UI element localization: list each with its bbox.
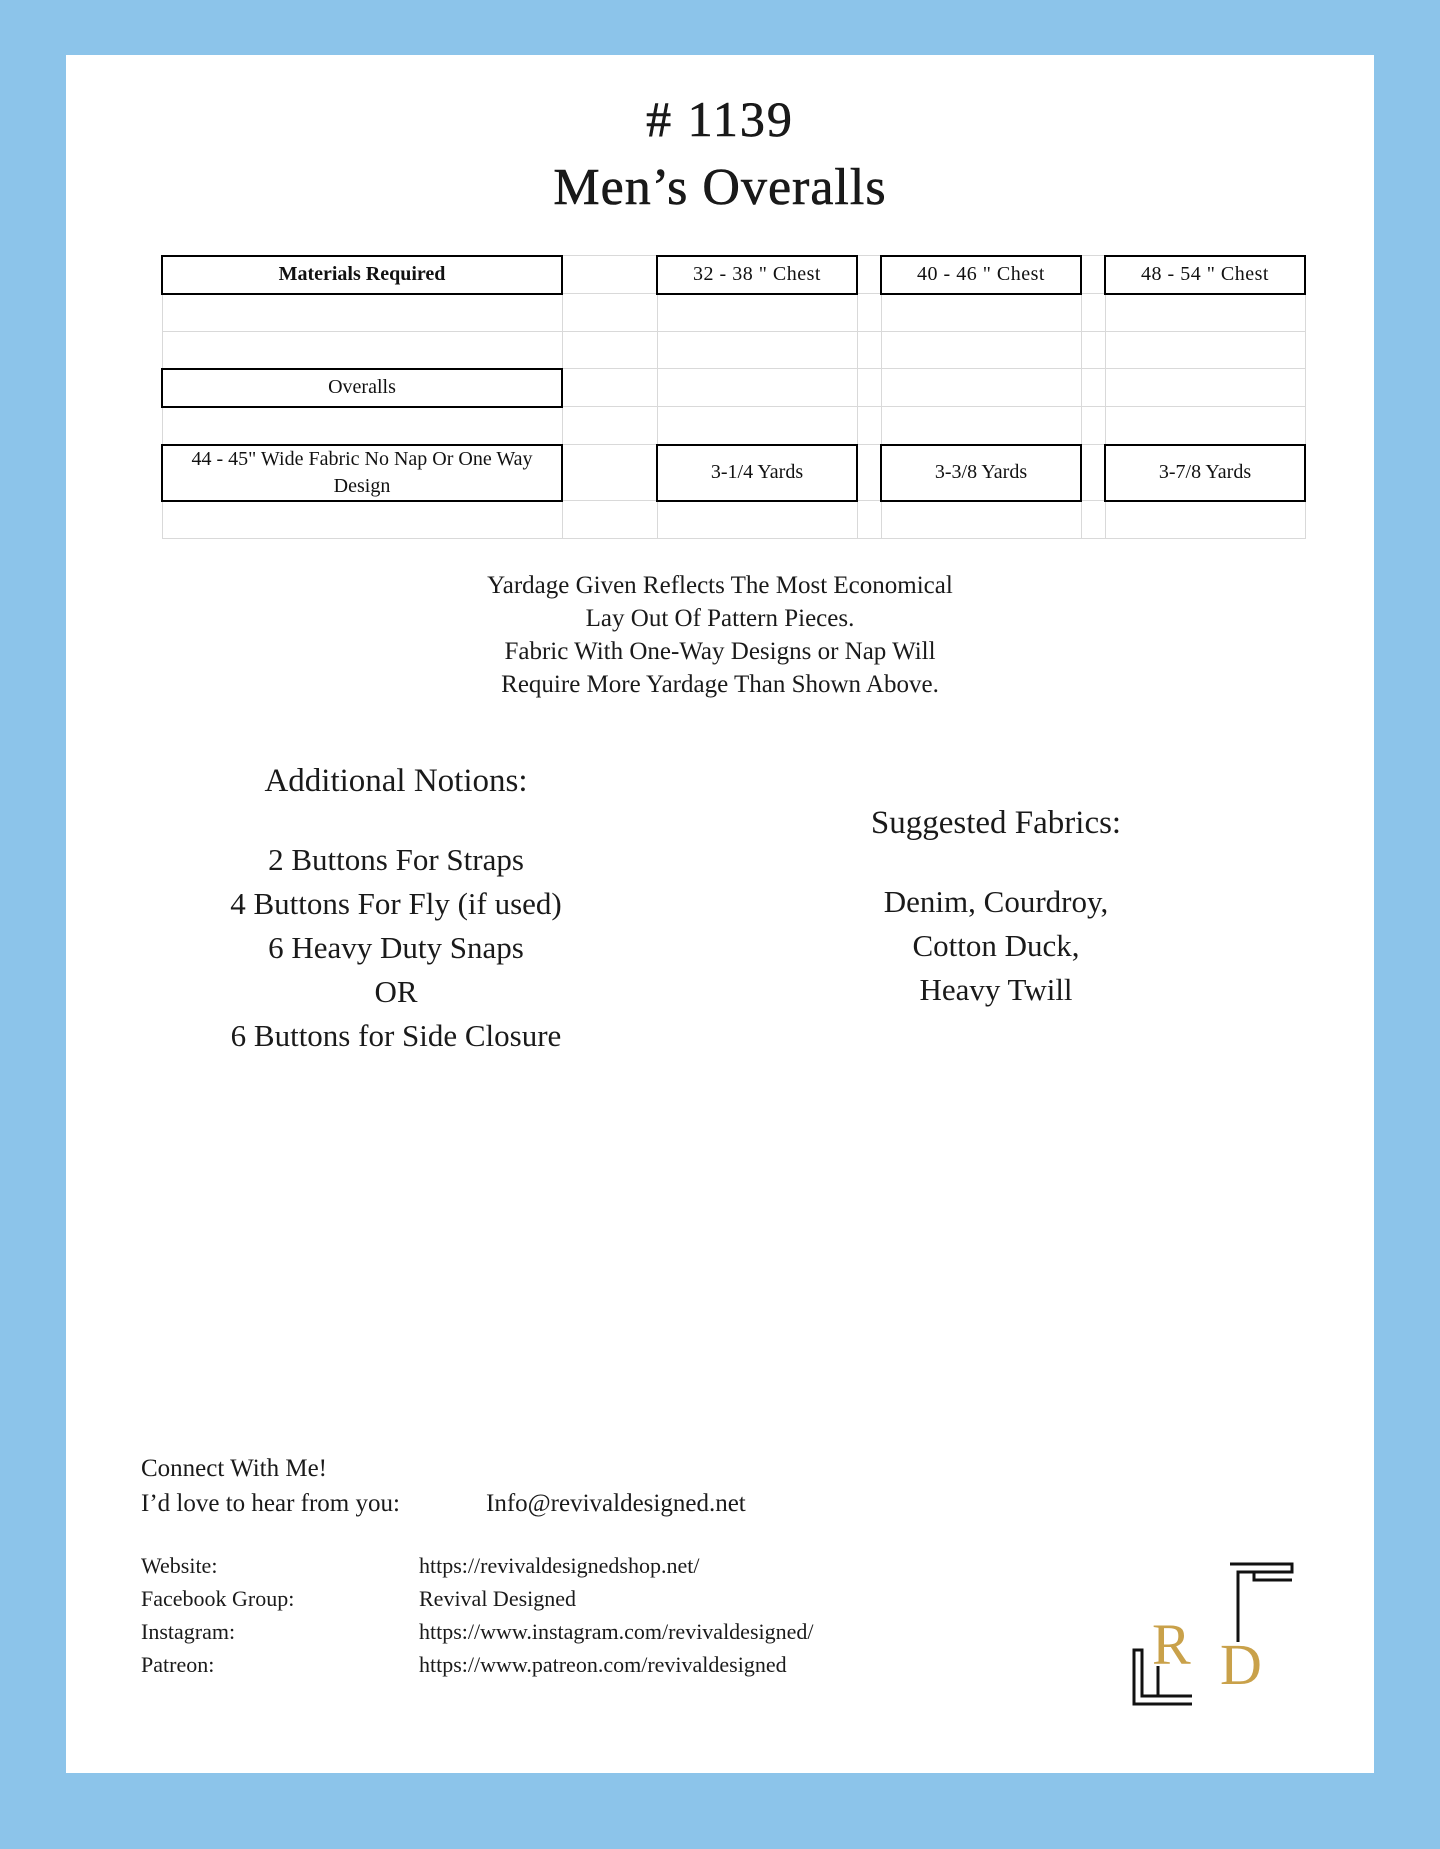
empty-cell [1081, 501, 1105, 539]
empty-cell [1105, 294, 1305, 332]
table-row [162, 294, 1305, 332]
section-label-overalls: Overalls [162, 369, 562, 407]
table-row [162, 331, 1305, 369]
empty-cell [1105, 331, 1305, 369]
connect-email-row [141, 1487, 1261, 1522]
empty-cell [857, 501, 881, 539]
list-item [141, 1582, 1261, 1615]
link-label-instagram: Instagram: [141, 1619, 236, 1644]
revival-designed-logo [1126, 1546, 1296, 1721]
empty-cell [1081, 407, 1105, 445]
empty-cell [857, 445, 881, 501]
list-item: Heavy Twill [919, 971, 1073, 1007]
suggested-fabrics-section [786, 805, 1206, 1012]
size-header-2: 40 - 46 " Chest [881, 256, 1081, 294]
connect-block [141, 1452, 1261, 1521]
empty-cell [657, 501, 857, 539]
link-label-facebook-group: Facebook Group: [141, 1586, 295, 1611]
materials-required-header: Materials Required [162, 256, 562, 294]
connect-heading: Connect With Me! [141, 1455, 327, 1482]
details-columns [66, 763, 1374, 1093]
empty-cell [562, 407, 657, 445]
empty-cell [657, 331, 857, 369]
empty-cell [657, 294, 857, 332]
yardage-value-2: 3-3/8 Yards [881, 445, 1081, 501]
page-title [66, 55, 1374, 219]
empty-cell [881, 294, 1081, 332]
empty-cell [162, 501, 562, 539]
empty-cell [1105, 369, 1305, 407]
additional-notions-list [136, 838, 656, 1058]
size-header-1: 32 - 38 " Chest [657, 256, 857, 294]
yardage-note-line-3: Fabric With One-Way Designs or Nap Will [504, 637, 936, 665]
empty-cell [857, 331, 881, 369]
connect-prompt: I’d love to hear from you: [141, 1489, 400, 1517]
link-value-instagram[interactable]: https://www.instagram.com/revivaldesigned/ [419, 1619, 814, 1644]
list-item [141, 1615, 1261, 1648]
empty-cell [857, 294, 881, 332]
list-item: Denim, Courdroy, [883, 883, 1109, 919]
empty-cell [162, 407, 562, 445]
empty-cell [1105, 407, 1305, 445]
table-row [162, 445, 1305, 501]
spacer-cell [562, 256, 657, 294]
table-row [162, 256, 1305, 294]
list-item: 2 Buttons For Straps [268, 841, 524, 877]
size-header-3: 48 - 54 " Chest [1105, 256, 1305, 294]
footer [141, 1452, 1261, 1681]
suggested-fabrics-heading: Suggested Fabrics: [870, 804, 1122, 841]
link-value-website[interactable]: https://revivaldesignedshop.net/ [419, 1553, 700, 1578]
yardage-note [66, 569, 1374, 701]
logo-letter-r: R [1152, 1612, 1191, 1677]
yardage-value-3: 3-7/8 Yards [1105, 445, 1305, 501]
empty-cell [562, 501, 657, 539]
contact-email[interactable]: Info@revivaldesigned.net [486, 1489, 746, 1517]
table-row [162, 501, 1305, 539]
logo-mark-icon [1126, 1546, 1296, 1721]
yardage-note-line-4: Require More Yardage Than Shown Above. [501, 670, 939, 698]
empty-cell [881, 407, 1081, 445]
link-value-patreon[interactable]: https://www.patreon.com/revivaldesigned [419, 1652, 787, 1677]
empty-cell [1081, 369, 1105, 407]
empty-cell [1081, 331, 1105, 369]
list-item: OR [374, 973, 418, 1009]
list-item [141, 1549, 1261, 1582]
additional-notions-section [136, 763, 656, 1058]
empty-cell [562, 294, 657, 332]
empty-cell [881, 501, 1081, 539]
empty-cell [562, 445, 657, 501]
additional-notions-heading: Additional Notions: [264, 762, 528, 799]
empty-cell [562, 369, 657, 407]
materials-table [161, 255, 1306, 539]
empty-cell [857, 369, 881, 407]
paper-page [66, 55, 1374, 1773]
table-row [162, 369, 1305, 407]
list-item: 4 Buttons For Fly (if used) [230, 885, 562, 921]
materials-table-wrapper [66, 255, 1374, 539]
list-item [141, 1648, 1261, 1681]
empty-cell [881, 331, 1081, 369]
empty-cell [1105, 501, 1305, 539]
list-item: Cotton Duck, [912, 927, 1080, 963]
empty-cell [1081, 294, 1105, 332]
logo-letter-d: D [1220, 1632, 1262, 1697]
empty-cell [657, 407, 857, 445]
table-row [162, 407, 1305, 445]
empty-cell [857, 407, 881, 445]
list-item: 6 Heavy Duty Snaps [268, 929, 524, 965]
spacer-cell [1081, 256, 1105, 294]
link-label-patreon: Patreon: [141, 1652, 215, 1677]
fabric-width-label: 44 - 45" Wide Fabric No Nap Or One Way Design [162, 445, 562, 501]
empty-cell [162, 331, 562, 369]
empty-cell [657, 369, 857, 407]
empty-cell [162, 294, 562, 332]
pattern-title: Men’s Overalls [553, 158, 887, 216]
empty-cell [562, 331, 657, 369]
yardage-value-1: 3-1/4 Yards [657, 445, 857, 501]
spacer-cell [857, 256, 881, 294]
yardage-note-line-2: Lay Out Of Pattern Pieces. [585, 604, 855, 632]
list-item: 6 Buttons for Side Closure [230, 1017, 562, 1053]
links-list [141, 1549, 1261, 1681]
suggested-fabrics-list [786, 880, 1206, 1012]
link-value-facebook-group[interactable]: Revival Designed [419, 1586, 577, 1611]
pattern-number: # 1139 [646, 91, 794, 147]
empty-cell [881, 369, 1081, 407]
empty-cell [1081, 445, 1105, 501]
link-label-website: Website: [141, 1553, 218, 1578]
yardage-note-line-1: Yardage Given Reflects The Most Economical [487, 571, 953, 599]
